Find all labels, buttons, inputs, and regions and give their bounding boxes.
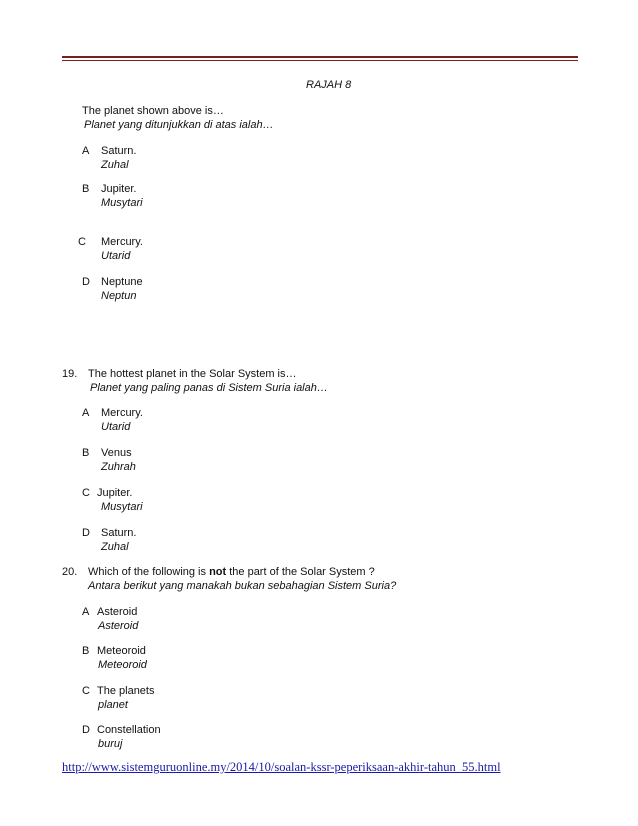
q20-question-en — [88, 566, 375, 579]
q19-number: 19. — [62, 368, 78, 380]
q20-question-en-before: Which of the following is — [88, 566, 210, 578]
q20-option-d-ms: buruj — [98, 738, 123, 750]
q19-question-en: The hottest planet in the Solar System is… — [88, 368, 297, 380]
q18-option-c-ms: Utarid — [101, 250, 131, 262]
q20-option-d-letter: D — [82, 724, 90, 736]
q20-option-d-en: Constellation — [97, 724, 161, 736]
q18-option-d-ms: Neptun — [101, 290, 137, 302]
q20-option-b-en: Meteoroid — [97, 645, 146, 657]
q19-option-c-letter: C — [82, 487, 90, 499]
figure-caption: RAJAH 8 — [306, 79, 352, 91]
q18-option-d-en: Neptune — [101, 276, 143, 288]
q20-option-b-letter: B — [82, 645, 90, 657]
q18-question-en: The planet shown above is… — [82, 105, 224, 117]
q18-option-c-en: Mercury. — [101, 236, 143, 248]
q20-option-c-letter: C — [82, 685, 90, 697]
q20-question-en-emphasis: not — [209, 566, 227, 578]
q20-option-c-ms: planet — [98, 699, 128, 711]
q18-option-a-letter: A — [82, 145, 90, 157]
q18-question-ms: Planet yang ditunjukkan di atas ialah… — [84, 119, 274, 131]
q19-option-d-ms: Zuhal — [101, 541, 129, 553]
q20-question-ms: Antara berikut yang manakah bukan sebahagian Sistem Suria? — [88, 580, 397, 592]
q18-option-d-letter: D — [82, 276, 90, 288]
q20-option-c-en: The planets — [97, 685, 155, 697]
q19-option-a-en: Mercury. — [101, 407, 143, 419]
q19-option-c-ms: Musytari — [101, 501, 143, 513]
q18-option-a-en: Saturn. — [101, 145, 137, 157]
header-rule-thin — [62, 60, 578, 61]
q19-option-d-en: Saturn. — [101, 527, 137, 539]
header-rule — [62, 56, 578, 58]
q19-option-b-en: Venus — [101, 447, 132, 459]
q20-question-en-after: the part of the Solar System ? — [226, 566, 375, 578]
q18-option-c-letter: C — [78, 236, 86, 248]
q19-option-c-en: Jupiter. — [97, 487, 133, 499]
q19-option-b-letter: B — [82, 447, 90, 459]
q20-option-a-en: Asteroid — [97, 606, 138, 618]
q18-option-b-ms: Musytari — [101, 197, 143, 209]
q19-option-a-letter: A — [82, 407, 90, 419]
q19-question-ms: Planet yang paling panas di Sistem Suria ialah… — [90, 382, 328, 394]
q19-option-d-letter: D — [82, 527, 90, 539]
q18-option-a-ms: Zuhal — [101, 159, 129, 171]
q18-option-b-letter: B — [82, 183, 90, 195]
q20-number: 20. — [62, 566, 78, 578]
footer-source-link[interactable]: http://www.sistemguruonline.my/2014/10/soalan-kssr-peperiksaan-akhir-tahun_55.html — [62, 760, 501, 774]
q19-option-a-ms: Utarid — [101, 421, 131, 433]
q20-option-a-ms: Asteroid — [98, 620, 139, 632]
q20-option-a-letter: A — [82, 606, 90, 618]
q19-option-b-ms: Zuhrah — [101, 461, 136, 473]
q20-option-b-ms: Meteoroid — [98, 659, 147, 671]
q18-option-b-en: Jupiter. — [101, 183, 137, 195]
